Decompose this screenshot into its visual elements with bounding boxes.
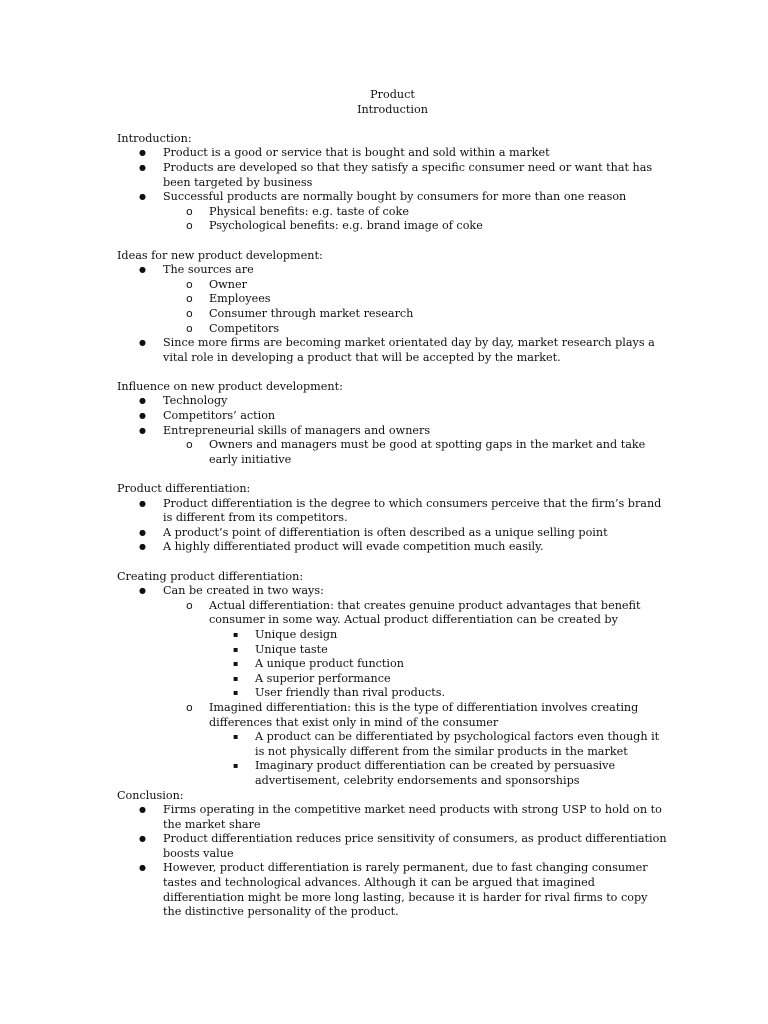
bullet-marker: ● [139, 863, 146, 873]
list-item [117, 599, 668, 628]
bullet-marker: ● [139, 411, 146, 421]
bullet-marker: ● [139, 586, 146, 596]
section [117, 380, 668, 468]
bullet-marker: ▪ [233, 629, 239, 639]
bullet-marker: ● [139, 265, 146, 275]
bullet-marker: ▪ [233, 761, 239, 771]
list-item-text: Firms operating in the competitive market need products with strong USP to hold on to the market share [163, 803, 662, 831]
list-item-text: Since more firms are becoming market orientated day by day, market research plays a vital role in developing a product that will be accepted by the market. [163, 336, 655, 364]
bullet-marker: o [186, 321, 193, 335]
bullet-list [117, 394, 668, 467]
bullet-marker: ● [139, 542, 146, 552]
list-item-text: A unique product function [255, 657, 404, 671]
list-item-text: A superior performance [255, 671, 391, 685]
list-item [117, 292, 668, 307]
bullet-list [117, 803, 668, 920]
list-item-text: Psychological benefits: e.g. brand image of coke [209, 219, 483, 233]
list-item [117, 686, 668, 701]
list-item-text: Competitors’ action [163, 409, 276, 423]
section [117, 789, 668, 920]
list-item-text: However, product differentiation is rarely permanent, due to fast changing consumer tastes and technological advances. Although it can be argued that imagined differentiation might be more long lasting, because it is harder for rival firms to copy the distinctive personality of the product. [163, 861, 648, 919]
bullet-marker: o [186, 204, 193, 218]
bullet-marker: ● [139, 527, 146, 537]
list-item [117, 803, 668, 832]
bullet-marker: o [186, 292, 193, 306]
section-heading: Introduction: [117, 131, 192, 145]
list-item [117, 701, 668, 730]
list-item [117, 205, 668, 220]
list-item-text: Unique design [255, 627, 338, 641]
list-item-text: A product can be differentiated by psychological factors even though it is not physically different from the similar products in the market [255, 730, 660, 758]
bullet-marker: ● [139, 498, 146, 508]
list-item-text: A highly differentiated product will evade competition much easily. [163, 540, 544, 554]
list-item [117, 861, 668, 919]
list-item-text: User friendly than rival products. [255, 686, 446, 700]
list-item [117, 161, 668, 190]
bullet-list [117, 263, 668, 365]
list-item [117, 219, 668, 234]
bullet-marker: ▪ [233, 644, 239, 654]
list-item [117, 628, 668, 643]
list-item-text: A product’s point of differentiation is often described as a unique selling point [163, 525, 608, 539]
section-heading: Ideas for new product development: [117, 248, 323, 262]
list-item-text: Imagined differentiation: this is the type of differentiation involves creating differences that exist only in mind of the consumer [209, 700, 639, 729]
section [117, 570, 668, 789]
list-item-text: Competitors [209, 321, 280, 335]
title-line-2: Introduction [357, 102, 428, 116]
list-item [117, 584, 668, 599]
list-item [117, 643, 668, 658]
list-item-text: Entrepreneurial skills of managers and owners [163, 423, 431, 437]
list-item [117, 730, 668, 759]
list-item-text: The sources are [163, 263, 254, 277]
section-heading: Creating product differentiation: [117, 569, 304, 583]
list-item-text: Employees [209, 292, 271, 306]
bullet-marker: ▪ [233, 732, 239, 742]
bullet-marker: ▪ [233, 673, 239, 683]
list-item-text: Products are developed so that they satisfy a specific consumer need or want that has been targeted by business [163, 160, 653, 189]
bullet-marker: ▪ [233, 659, 239, 669]
bullet-marker: ▪ [233, 688, 239, 698]
section [117, 482, 668, 555]
bullet-marker: ● [139, 338, 146, 348]
list-item [117, 278, 668, 293]
bullet-marker: ● [139, 396, 146, 406]
list-item [117, 307, 668, 322]
section-heading: Influence on new product development: [117, 379, 343, 393]
list-item [117, 190, 668, 205]
list-item [117, 672, 668, 687]
list-item [117, 526, 668, 541]
section [117, 132, 668, 234]
list-item [117, 322, 668, 337]
section-heading: Product differentiation: [117, 482, 251, 496]
title-line-1: Product [370, 88, 415, 101]
list-item-text: Actual differentiation: that creates genuine product advantages that benefit consumer in some way. Actual product differentiation can be created by [209, 598, 641, 627]
bullet-list [117, 497, 668, 555]
list-item [117, 540, 668, 555]
list-item-text: Product differentiation is the degree to which consumers perceive that the firm’s brand is different from its competitors. [163, 496, 662, 525]
list-item [117, 263, 668, 278]
list-item [117, 336, 668, 365]
list-item [117, 497, 668, 526]
bullet-marker: ● [139, 162, 146, 172]
list-item-text: Technology [163, 394, 228, 408]
bullet-marker: ● [139, 148, 146, 158]
bullet-marker: ● [139, 192, 146, 202]
document-body [117, 132, 668, 920]
bullet-list [117, 584, 668, 788]
list-item-text: Unique taste [255, 642, 328, 656]
list-item-text: Product differentiation reduces price sensitivity of consumers, as product differentiation boosts value [163, 832, 667, 860]
bullet-marker: o [186, 277, 193, 291]
list-item-text: Physical benefits: e.g. taste of coke [209, 204, 409, 218]
section [117, 249, 668, 366]
list-item-text: Owner [209, 277, 247, 291]
list-item-text: Can be created in two ways: [163, 584, 324, 598]
list-item-text: Successful products are normally bought by consumers for more than one reason [163, 190, 627, 204]
bullet-marker: o [186, 219, 193, 233]
document-title [0, 88, 768, 117]
list-item [117, 832, 668, 861]
list-item-text: Consumer through market research [209, 306, 414, 320]
list-item-text: Imaginary product differentiation can be created by persuasive advertisement, celebrity endorsements and sponsorships [255, 759, 616, 787]
bullet-marker: o [186, 306, 193, 320]
bullet-marker: ● [139, 805, 146, 815]
bullet-marker: o [186, 598, 193, 612]
list-item-text: Product is a good or service that is bought and sold within a market [163, 146, 550, 160]
list-item [117, 759, 668, 788]
section-heading: Conclusion: [117, 788, 184, 802]
bullet-marker: ● [139, 834, 146, 844]
bullet-list [117, 146, 668, 234]
list-item [117, 146, 668, 161]
list-item [117, 424, 668, 439]
list-item [117, 657, 668, 672]
list-item-text: Owners and managers must be good at spotting gaps in the market and take early initiative [209, 438, 646, 466]
list-item [117, 409, 668, 424]
bullet-marker: o [186, 438, 193, 452]
list-item [117, 394, 668, 409]
list-item [117, 438, 668, 467]
bullet-marker: ● [139, 425, 146, 435]
bullet-marker: o [186, 700, 193, 714]
